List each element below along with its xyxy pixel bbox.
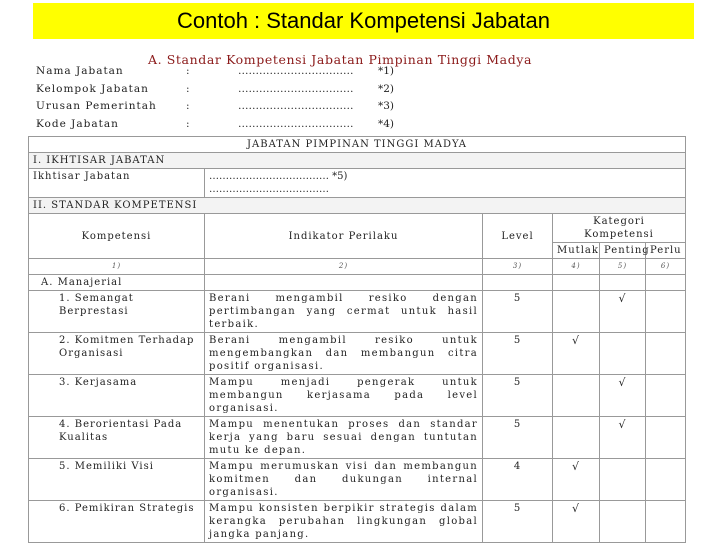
table-row (29, 417, 686, 459)
identity-row-urusan (36, 97, 394, 115)
competency-indicator: Mampu konsisten berpikir strategis dalam kerangka perubahan lingkungan global jangka panjang. (205, 501, 483, 543)
slide-title-bar (33, 3, 694, 39)
col-header-indikator: Indikator Perilaku (205, 214, 483, 259)
col-number: 6) (646, 259, 686, 275)
check-mutlak: √ (553, 501, 600, 543)
check-mutlak: √ (553, 459, 600, 501)
identity-label: Urusan Pemerintah (36, 100, 157, 112)
section-heading-ikhtisar: I. IKHTISAR JABATAN (29, 153, 686, 169)
identity-label: Kode Jabatan (36, 118, 119, 130)
col-number: 2) (205, 259, 483, 275)
col-header-mutlak: Mutlak (553, 243, 600, 259)
competency-indicator: Mampu menentukan proses dan standar kerja yang baru sesuai dengan tuntutan mutu ke depan. (205, 417, 483, 459)
section-heading-standar: II. STANDAR KOMPETENSI (29, 198, 686, 214)
competency-name: 4. Berorientasi Pada Kualitas (29, 417, 205, 459)
identity-note: *3) (378, 100, 395, 112)
identity-dots: …………………………… (238, 83, 354, 95)
col-number: 4) (553, 259, 600, 275)
check-perlu (646, 459, 686, 501)
identity-row-kode (36, 115, 394, 133)
col-number: 1) (29, 259, 205, 275)
table-title: JABATAN PIMPINAN TINGGI MADYA (29, 137, 686, 153)
competency-name: 6. Pemikiran Strategis (29, 501, 205, 543)
check-mutlak (553, 291, 600, 333)
group-manajerial: A. Manajerial (29, 275, 205, 291)
identity-dots: …………………………… (238, 118, 354, 130)
table-row (29, 291, 686, 333)
competency-table (28, 136, 686, 543)
check-penting: √ (600, 375, 646, 417)
competency-indicator: Berani mengambil resiko dengan pertimbangan yang cermat untuk hasil terbaik. (205, 291, 483, 333)
table-row (29, 375, 686, 417)
check-mutlak: √ (553, 333, 600, 375)
document-subtitle: A. Standar Kompetensi Jabatan Pimpinan Tinggi Madya (148, 52, 533, 67)
identity-label: Kelompok Jabatan (36, 83, 149, 95)
identity-label: Nama Jabatan (36, 65, 124, 77)
competency-name: 2. Komitmen Terhadap Organisasi (29, 333, 205, 375)
col-header-level: Level (483, 214, 553, 259)
ikhtisar-dots: ……………………………… (209, 184, 329, 195)
ikhtisar-value (205, 169, 686, 198)
competency-name: 3. Kerjasama (29, 375, 205, 417)
competency-name: 5. Memiliki Visi (29, 459, 205, 501)
check-perlu (646, 375, 686, 417)
competency-level: 5 (483, 333, 553, 375)
competency-level: 5 (483, 501, 553, 543)
check-penting: √ (600, 291, 646, 333)
col-number: 3) (483, 259, 553, 275)
identity-dots: …………………………… (238, 100, 354, 112)
check-penting: √ (600, 417, 646, 459)
check-penting (600, 333, 646, 375)
identity-colon: : (186, 100, 191, 112)
identity-note: *2) (378, 83, 395, 95)
col-number: 5) (600, 259, 646, 275)
check-perlu (646, 291, 686, 333)
competency-level: 5 (483, 375, 553, 417)
identity-row-nama (36, 62, 394, 80)
identity-colon: : (186, 83, 191, 95)
table-row (29, 333, 686, 375)
competency-name: 1. Semangat Berprestasi (29, 291, 205, 333)
competency-indicator: Berani mengambil resiko untuk mengembangkan dan membangun citra positif organisasi. (205, 333, 483, 375)
check-perlu (646, 501, 686, 543)
slide-title: Contoh : Standar Kompetensi Jabatan (176, 8, 551, 33)
identity-dots: …………………………… (238, 65, 354, 77)
check-mutlak (553, 417, 600, 459)
identity-colon: : (186, 65, 191, 77)
identity-note: *1) (378, 65, 395, 77)
identity-row-kelompok (36, 80, 394, 98)
identity-note: *4) (378, 118, 395, 130)
ikhtisar-dots: ……………………………… *5) (209, 171, 348, 182)
competency-level: 5 (483, 291, 553, 333)
competency-indicator: Mampu menjadi pengerak untuk membangun kerjasama pada level organisasi. (205, 375, 483, 417)
competency-level: 5 (483, 417, 553, 459)
table-row (29, 459, 686, 501)
competency-level: 4 (483, 459, 553, 501)
check-penting (600, 501, 646, 543)
ikhtisar-label: Ikhtisar Jabatan (29, 169, 205, 198)
col-header-penting: Penting (600, 243, 646, 259)
table-row (29, 501, 686, 543)
check-mutlak (553, 375, 600, 417)
check-perlu (646, 333, 686, 375)
check-penting (600, 459, 646, 501)
col-header-kompetensi: Kompetensi (29, 214, 205, 259)
col-header-kategori: Kategori Kompetensi (553, 214, 686, 243)
competency-indicator: Mampu merumuskan visi dan membangun komitmen dan dukungan internal organisasi. (205, 459, 483, 501)
identity-colon: : (186, 118, 191, 130)
check-perlu (646, 417, 686, 459)
col-header-perlu: Perlu (646, 243, 686, 259)
